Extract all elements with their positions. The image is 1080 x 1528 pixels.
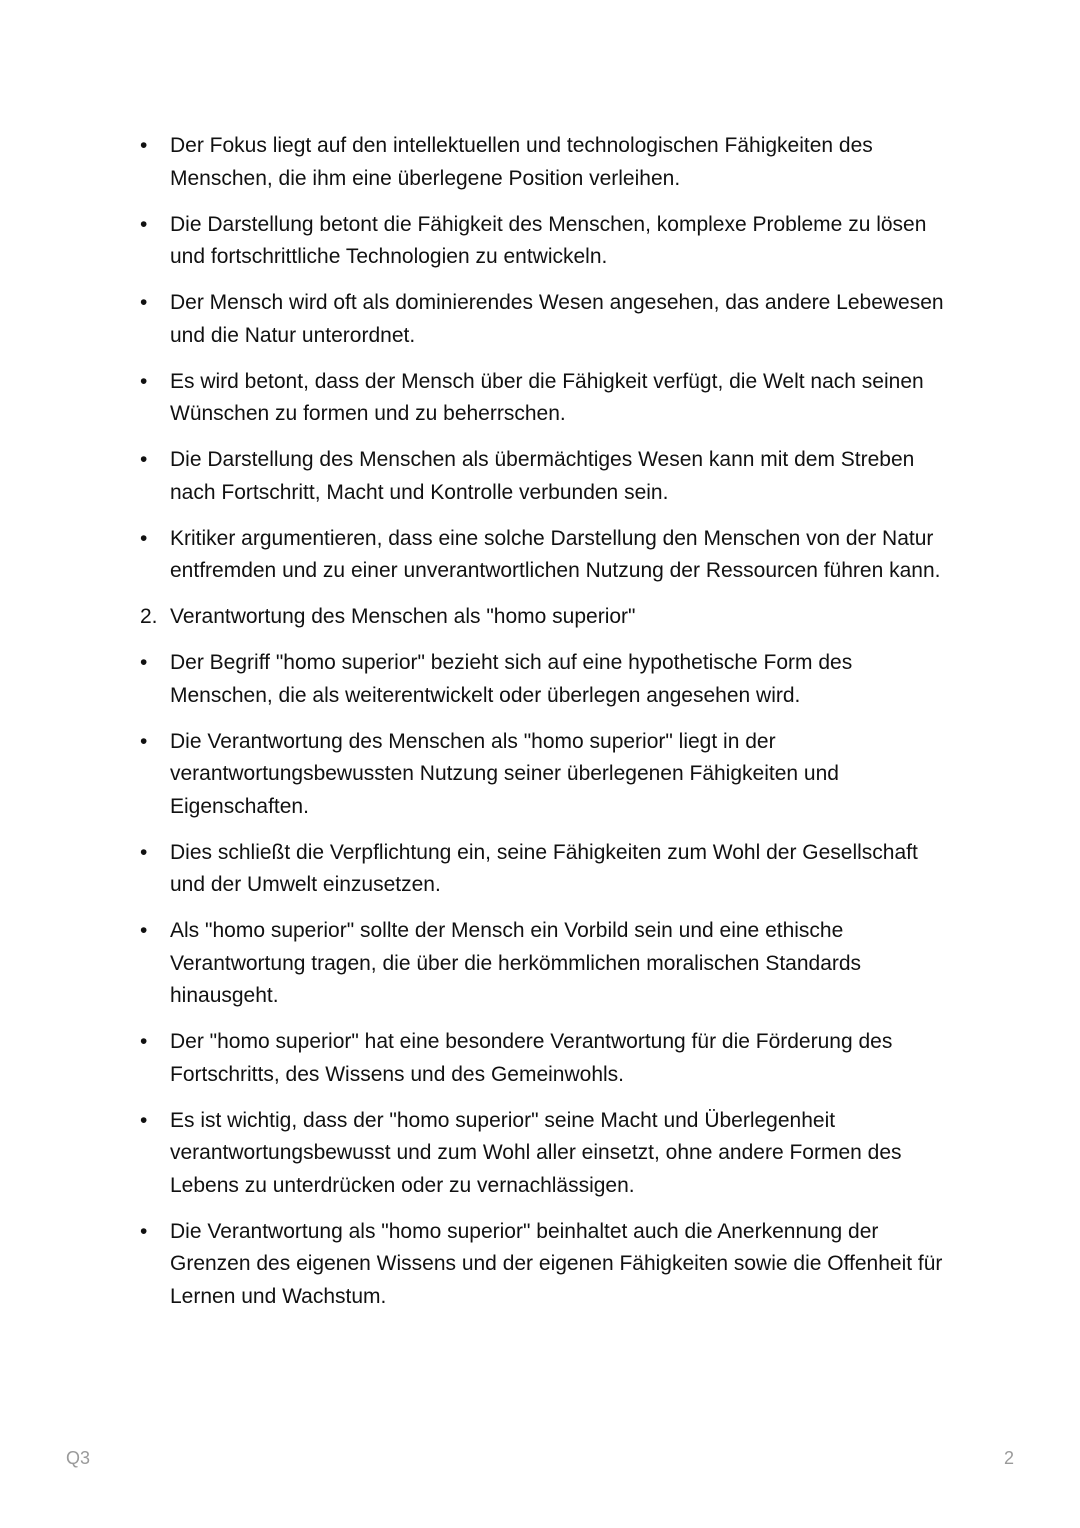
list-item-text: Dies schließt die Verpflichtung ein, seine Fähigkeiten zum Wohl der Gesellschaft und der Umwelt einzusetzen. [170,840,918,896]
number-marker: 2. [140,605,158,628]
list-item-text: Als "homo superior" sollte der Mensch ein Vorbild sein und eine ethische Verantwortung tragen, die über die herkömmlichen moralischen Standards hinausgeht. [170,919,862,1007]
list-item [140,837,950,902]
list-item-text: Es wird betont, dass der Mensch über die Fähigkeit verfügt, die Welt nach seinen Wünschen zu formen und zu beherrschen. [170,369,924,425]
list-item [140,726,950,824]
list-item [140,647,950,712]
list-item-text: Die Verantwortung als "homo superior" beinhaltet auch die Anerkennung der Grenzen des eigenen Wissens und der eigenen Fähigkeiten sowie die Offenheit für Lernen und Wachstum. [170,1219,943,1308]
section-heading-text: Verantwortung des Menschen als "homo superior" [170,605,636,628]
list-item-text: Es ist wichtig, dass der "homo superior" seine Macht und Überlegenheit verantwortungsbewusst und zum Wohl aller einsetzt, ohne andere Formen des Lebens zu unterdrücken oder zu vernachlässigen. [170,1108,902,1197]
document-body [140,130,950,1327]
list-item [140,444,950,509]
list-item [140,1105,950,1203]
list-item-text: Kritiker argumentieren, dass eine solche Darstellung den Menschen von der Natur entfremden und zu einer unverantwortlichen Nutzung der Ressourcen führen kann. [170,526,941,582]
bullet-marker: • [140,1108,148,1132]
bullet-marker: • [140,526,148,550]
bullet-marker: • [140,448,148,471]
list-item [140,1026,950,1091]
bullet-marker: • [140,291,148,314]
list-item-text: Der Begriff "homo superior" bezieht sich auf eine hypothetische Form des Menschen, die als weiterentwickelt oder überlegen angesehen wird. [170,651,853,707]
bullet-marker: • [140,134,148,157]
list-item [140,130,950,195]
list-item-text: Die Darstellung des Menschen als übermächtiges Wesen kann mit dem Streben nach Fortschritt, Macht und Kontrolle verbunden sein. [170,448,915,504]
list-item-text: Der Fokus liegt auf den intellektuellen und technologischen Fähigkeiten des Menschen, die ihm eine überlegene Position verleihen. [170,134,873,190]
list-item-text: Der "homo superior" hat eine besondere Verantwortung für die Förderung des Fortschritts, des Wissens und des Gemeinwohls. [170,1030,893,1086]
list-item [140,287,950,352]
footer-label: Q3 [66,1448,91,1468]
list-item [140,523,950,588]
bullet-marker: • [140,919,148,942]
list-item [140,915,950,1013]
bullet-marker: • [140,729,148,753]
bullet-marker: • [140,651,148,674]
section-heading [140,601,950,634]
list-item-text: Der Mensch wird oft als dominierendes Wesen angesehen, das andere Lebewesen und die Natur unterordnet. [170,291,944,347]
bullet-marker: • [140,212,148,236]
page-number: 2 [1004,1448,1015,1468]
bullet-marker: • [140,840,148,864]
list-item [140,366,950,431]
bullet-marker: • [140,1219,148,1243]
list-item [140,209,950,274]
list-item-text: Die Verantwortung des Menschen als "homo superior" liegt in der verantwortungsbewussten Nutzung seiner überlegenen Fähigkeiten und Eigenschaften. [170,729,839,818]
bullet-marker: • [140,1030,148,1053]
bullet-marker: • [140,369,148,393]
list-item-text: Die Darstellung betont die Fähigkeit des Menschen, komplexe Probleme zu lösen und fortschrittliche Technologien zu entwickeln. [170,212,927,268]
list-item [140,1216,950,1314]
